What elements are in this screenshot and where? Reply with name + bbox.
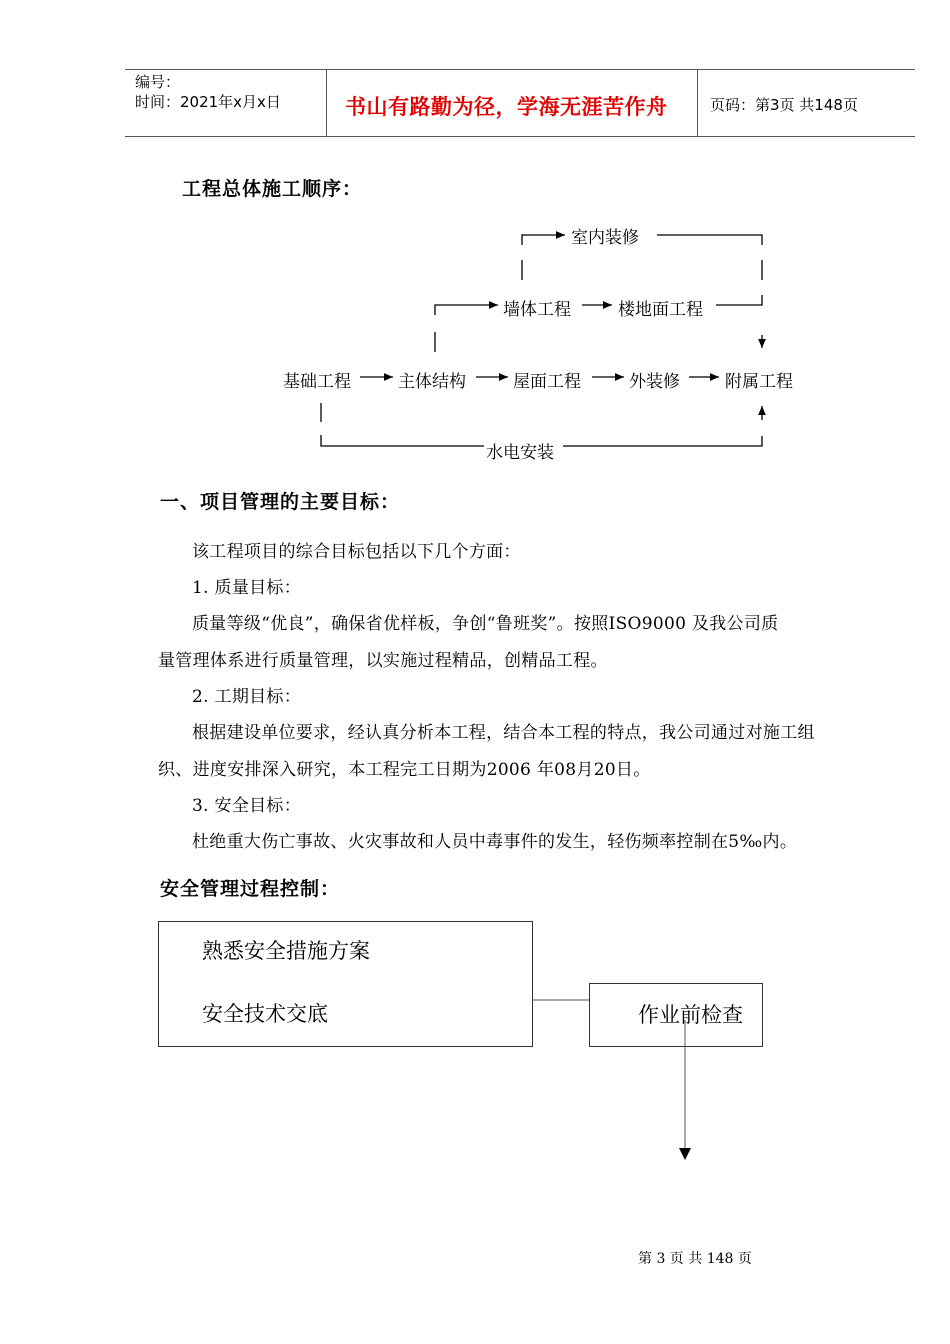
goal-quality-heading: 1. 质量目标： xyxy=(192,578,302,598)
header-page-info: 页码：第3页 共148页 xyxy=(710,96,858,114)
header-time-label: 时间：2021年x月x日 xyxy=(135,93,281,111)
node-wall: 墙体工程 xyxy=(503,300,571,320)
header-number-label: 编号： xyxy=(135,73,181,91)
goal-quality-line-1: 质量等级“优良”，确保省优样板，争创“鲁班奖”。按照ISO9000 及我公司质 xyxy=(192,614,779,634)
node-floor: 楼地面工程 xyxy=(618,300,703,320)
node-interior: 室内装修 xyxy=(571,228,639,248)
safety-left-line-1: 熟悉安全措施方案 xyxy=(202,939,370,963)
node-structure: 主体结构 xyxy=(398,372,466,392)
goal-safety-heading: 3. 安全目标： xyxy=(192,796,302,816)
node-utilities: 水电安装 xyxy=(486,443,554,463)
header-motto: 书山有路勤为径，学海无涯苦作舟 xyxy=(345,95,668,119)
safety-connectors xyxy=(0,990,950,1250)
safety-right-label: 作业前检查 xyxy=(638,1003,743,1027)
node-roof: 屋面工程 xyxy=(513,372,581,392)
node-exterior: 外装修 xyxy=(629,372,680,392)
goal-quality-line-2: 量管理体系进行质量管理，以实施过程精品，创精品工程。 xyxy=(158,651,608,671)
safety-left-line-2: 安全技术交底 xyxy=(202,1002,328,1026)
goals-intro: 该工程项目的综合目标包括以下几个方面： xyxy=(192,542,521,562)
goal-schedule-heading: 2. 工期目标： xyxy=(192,687,302,707)
safety-title: 安全管理过程控制： xyxy=(160,878,341,900)
node-foundation: 基础工程 xyxy=(283,372,351,392)
header-divider-left xyxy=(326,69,327,136)
sequence-title: 工程总体施工顺序： xyxy=(182,178,363,200)
goal-schedule-line-1: 根据建设单位要求，经认真分析本工程，结合本工程的特点，我公司通过对施工组 xyxy=(192,723,815,743)
page-footer: 第 3 页 共 148 页 xyxy=(638,1251,752,1267)
header-divider-right xyxy=(697,69,698,136)
header-top-border xyxy=(125,69,915,70)
goal-schedule-line-2: 织、进度安排深入研究，本工程完工日期为2006 年08月20日。 xyxy=(158,760,651,780)
header-bottom-border xyxy=(125,136,915,137)
node-ancillary: 附属工程 xyxy=(725,372,793,392)
goals-title: 一、项目管理的主要目标： xyxy=(160,491,401,513)
goal-safety-line-1: 杜绝重大伤亡事故、火灾事故和人员中毒事件的发生，轻伤频率控制在5‰内。 xyxy=(192,832,798,852)
